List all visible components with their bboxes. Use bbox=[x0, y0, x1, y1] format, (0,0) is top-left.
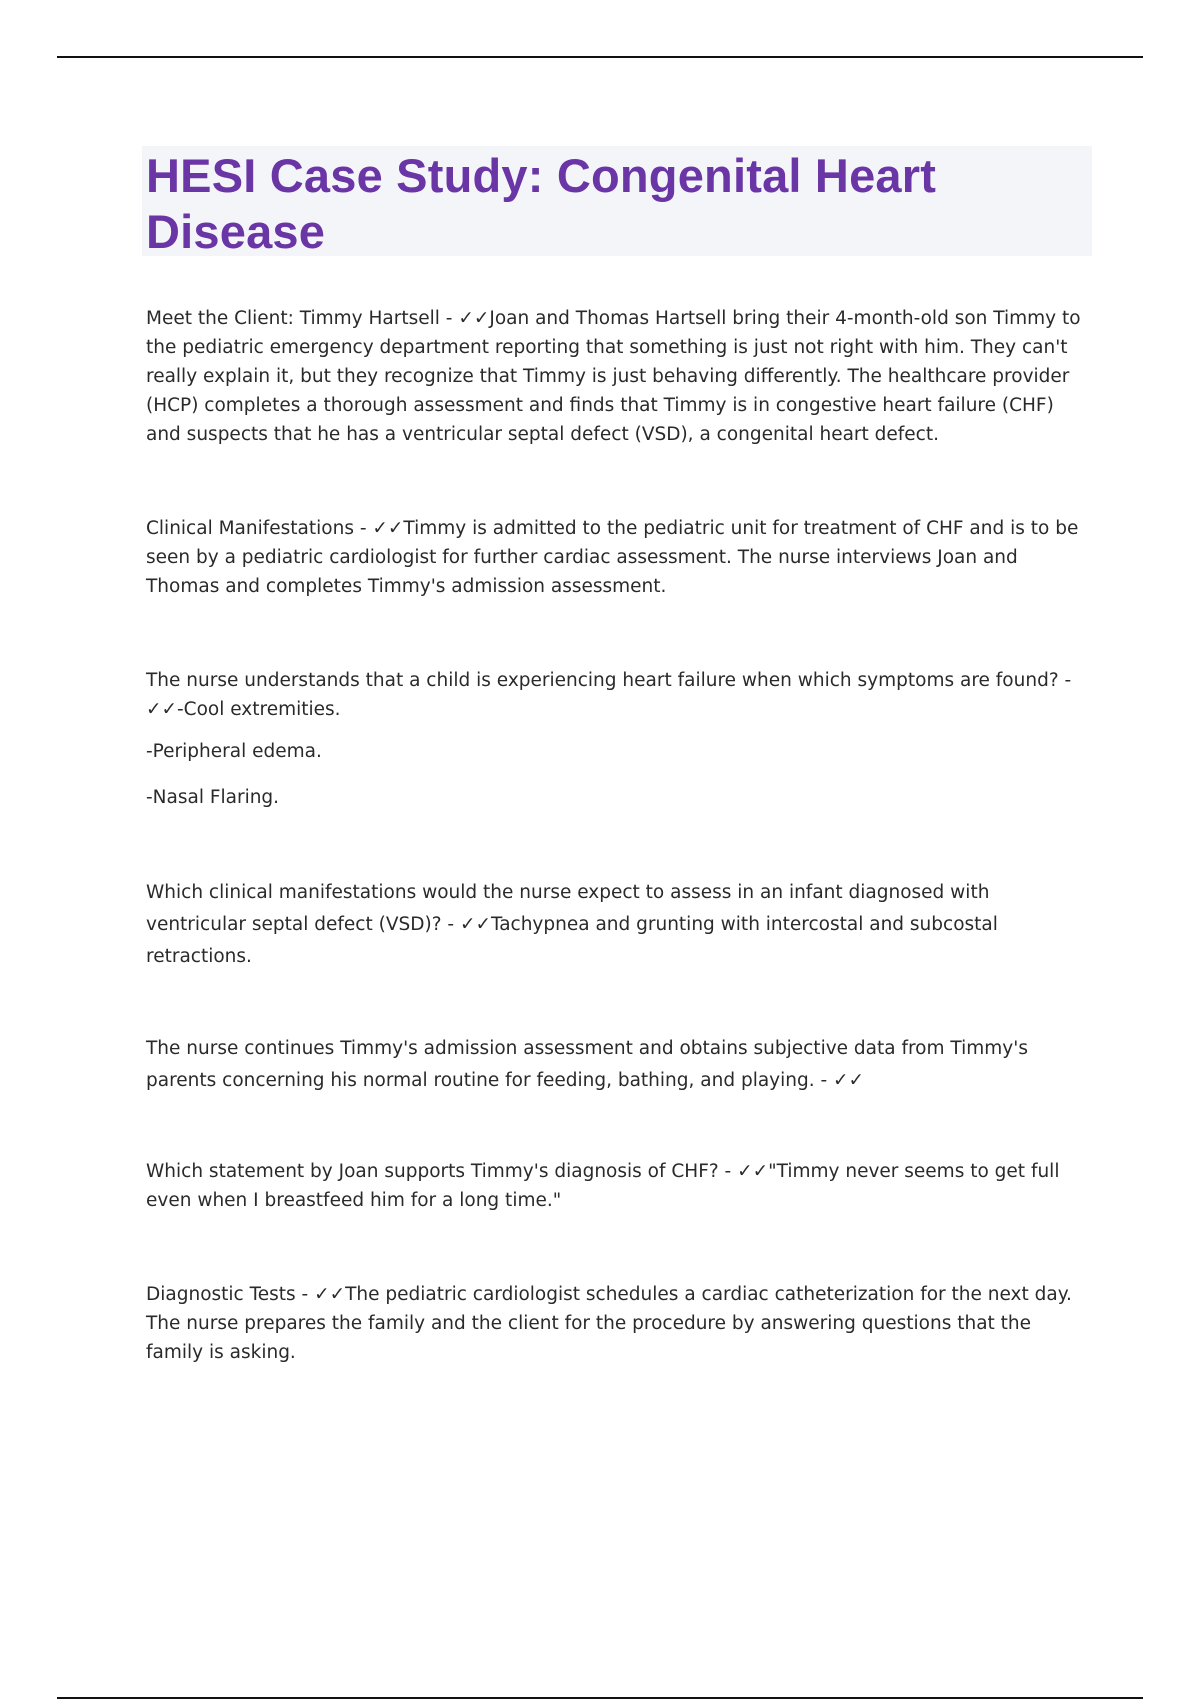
bottom-rule bbox=[57, 1697, 1143, 1699]
paragraph-vsd-manifestations: Which clinical manifestations would the nurse expect to assess in an infant diagnosed with ventricular septal defect (VSD)? - ✓✓Tachypnea and grunting with intercostal and subcostal retractions. bbox=[146, 882, 998, 967]
title-banner bbox=[142, 146, 1092, 256]
paragraph-heart-failure-symptoms: The nurse understands that a child is experiencing heart failure when which symptoms are found? - ✓✓-Cool extremities. bbox=[146, 670, 1072, 720]
list-item-peripheral-edema: -Peripheral edema. bbox=[146, 741, 322, 762]
paragraph-joan-statement: Which statement by Joan supports Timmy's diagnosis of CHF? - ✓✓"Timmy never seems to get full even when I breastfeed him for a long time." bbox=[146, 1161, 1060, 1211]
paragraph-diagnostic-tests: Diagnostic Tests - ✓✓The pediatric cardiologist schedules a cardiac catheterization for the next day. The nurse prepares the family and the client for the procedure by answering questions that the family is asking. bbox=[146, 1284, 1072, 1363]
paragraph-clinical-manifestations: Clinical Manifestations - ✓✓Timmy is admitted to the pediatric unit for treatment of CHF and is to be seen by a pediatric cardiologist for further cardiac assessment. The nurse interviews Joan and Thomas and completes Timmy's admission assessment. bbox=[146, 518, 1079, 597]
document-title: HESI Case Study: Congenital Heart Disease bbox=[146, 149, 937, 258]
top-rule bbox=[57, 56, 1143, 58]
document-body bbox=[146, 304, 1090, 1367]
paragraph-meet-client: Meet the Client: Timmy Hartsell - ✓✓Joan and Thomas Hartsell bring their 4-month-old son Timmy to the pediatric emergency department reporting that something is just not right with him. They can't really explain it, but they recognize that Timmy is just behaving differently. The healthcare provider (HCP) completes a thorough assessment and finds that Timmy is in congestive heart failure (CHF) and suspects that he has a ventricular septal defect (VSD), a congenital heart defect. bbox=[146, 308, 1081, 445]
list-item-nasal-flaring: -Nasal Flaring. bbox=[146, 787, 280, 808]
paragraph-admission-assessment: The nurse continues Timmy's admission assessment and obtains subjective data from Timmy's parents concerning his normal routine for feeding, bathing, and playing. - ✓✓ bbox=[146, 1038, 1028, 1091]
